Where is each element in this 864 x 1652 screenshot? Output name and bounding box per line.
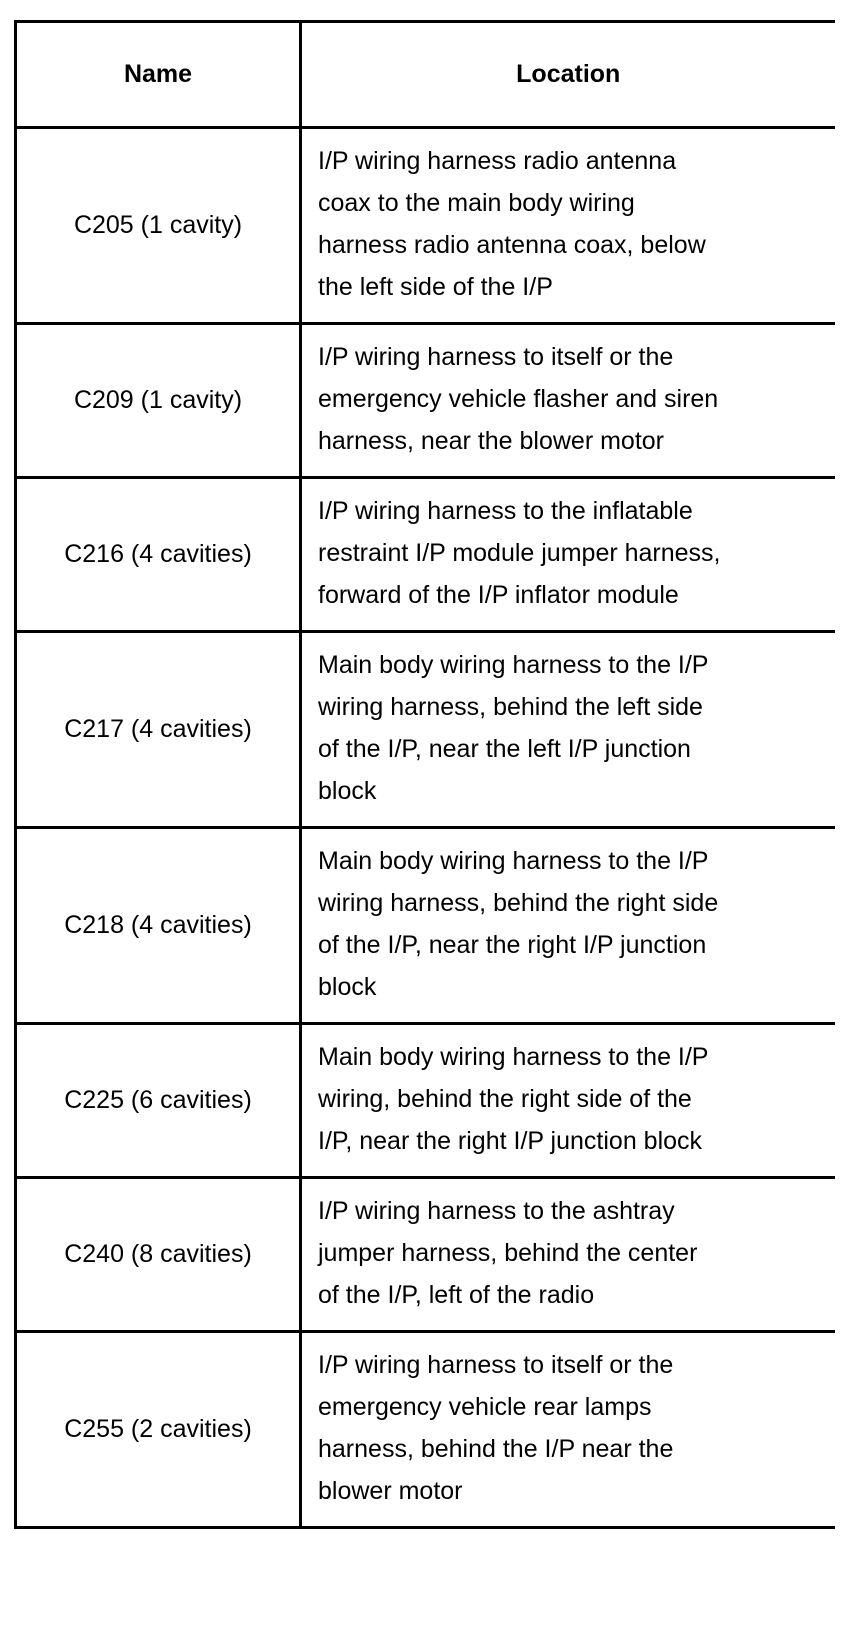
table-row bbox=[16, 128, 835, 324]
name-column-header: Name bbox=[16, 22, 301, 128]
table-row bbox=[16, 632, 835, 828]
table-row bbox=[16, 1024, 835, 1178]
table-row bbox=[16, 1332, 835, 1528]
connector-location-cell bbox=[301, 1024, 835, 1178]
connector-location-text: I/P wiring harness to the ashtray jumper harness, behind the center of the I/P, left of the radio bbox=[318, 1197, 698, 1309]
connector-location-cell bbox=[301, 478, 835, 632]
connector-location-cell bbox=[301, 632, 835, 828]
table-row bbox=[16, 1178, 835, 1332]
connector-name-cell: C205 (1 cavity) bbox=[16, 128, 301, 324]
location-column-header: Location bbox=[301, 22, 835, 128]
table-header-row bbox=[16, 22, 835, 128]
connector-name-cell: C216 (4 cavities) bbox=[16, 478, 301, 632]
connector-location-cell bbox=[301, 128, 835, 324]
connector-location-cell bbox=[301, 828, 835, 1024]
connector-location-text: I/P wiring harness to the inflatable restraint I/P module jumper harness, forward of the I/P inflator module bbox=[318, 497, 721, 609]
connector-name-cell: C225 (6 cavities) bbox=[16, 1024, 301, 1178]
connector-name-cell: C209 (1 cavity) bbox=[16, 324, 301, 478]
connector-location-text: I/P wiring harness to itself or the emergency vehicle flasher and siren harness, near the blower motor bbox=[318, 343, 719, 455]
connector-location-text: Main body wiring harness to the I/P wiring, behind the right side of the I/P, near the right I/P junction block bbox=[318, 1043, 709, 1155]
connector-name-cell: C218 (4 cavities) bbox=[16, 828, 301, 1024]
connector-name-cell: C255 (2 cavities) bbox=[16, 1332, 301, 1528]
table-row bbox=[16, 324, 835, 478]
connector-location-cell bbox=[301, 1178, 835, 1332]
connector-location-text: I/P wiring harness to itself or the emergency vehicle rear lamps harness, behind the I/P near the blower motor bbox=[318, 1351, 674, 1505]
connector-location-cell bbox=[301, 1332, 835, 1528]
table-row bbox=[16, 828, 835, 1024]
connector-location-table bbox=[14, 20, 835, 1529]
connector-name-cell: C217 (4 cavities) bbox=[16, 632, 301, 828]
connector-location-text: Main body wiring harness to the I/P wiring harness, behind the right side of the I/P, near the right I/P junction block bbox=[318, 847, 719, 1001]
connector-name-cell: C240 (8 cavities) bbox=[16, 1178, 301, 1332]
connector-location-text: Main body wiring harness to the I/P wiring harness, behind the left side of the I/P, near the left I/P junction block bbox=[318, 651, 709, 805]
table-row bbox=[16, 478, 835, 632]
table-body bbox=[16, 128, 835, 1528]
connector-location-cell bbox=[301, 324, 835, 478]
connector-location-text: I/P wiring harness radio antenna coax to the main body wiring harness radio antenna coax, below the left side of the I/P bbox=[318, 147, 706, 301]
